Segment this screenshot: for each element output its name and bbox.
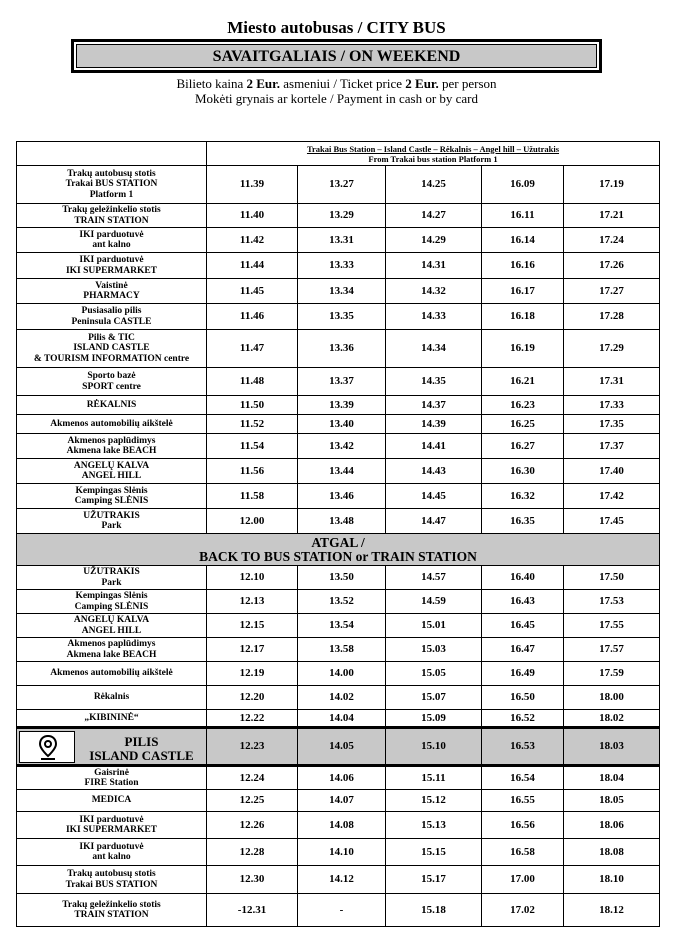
stop-name-line: TRAIN STATION bbox=[74, 910, 149, 920]
departure-time: 18.04 bbox=[564, 766, 660, 790]
price-prefix: Bilieto kaina bbox=[176, 76, 247, 91]
departure-time: 17.45 bbox=[564, 509, 660, 534]
departure-time: 16.55 bbox=[482, 790, 564, 812]
price-amount-en: 2 Eur. bbox=[405, 76, 439, 91]
stop-name-line: Akmenos paplūdimys bbox=[67, 639, 156, 649]
departure-time: 12.17 bbox=[207, 638, 298, 662]
departure-time: 14.57 bbox=[386, 566, 482, 590]
timetable-row bbox=[17, 790, 660, 812]
departure-time: 16.30 bbox=[482, 459, 564, 484]
departure-time: 11.42 bbox=[207, 228, 298, 253]
departure-time: 18.08 bbox=[564, 839, 660, 866]
stop-cell bbox=[17, 434, 207, 459]
departure-time: 15.01 bbox=[386, 614, 482, 638]
departure-time: 15.15 bbox=[386, 839, 482, 866]
departure-time: 14.07 bbox=[298, 790, 386, 812]
stop-name-line: Akmena lake BEACH bbox=[66, 446, 157, 456]
departure-time: 14.47 bbox=[386, 509, 482, 534]
header-row bbox=[17, 142, 660, 166]
departure-time: 16.35 bbox=[482, 509, 564, 534]
stop-cell bbox=[17, 686, 207, 710]
departure-time: 14.05 bbox=[298, 728, 386, 766]
departure-time: 11.46 bbox=[207, 304, 298, 330]
departure-time: 12.28 bbox=[207, 839, 298, 866]
stop-name-line: & TOURISM INFORMATION centre bbox=[33, 353, 190, 364]
timetable-row bbox=[17, 415, 660, 434]
departure-time: 14.41 bbox=[386, 434, 482, 459]
departure-time: 15.13 bbox=[386, 812, 482, 839]
payment-line: Mokėti grynais ar kortele / Payment in cash or by card bbox=[194, 91, 479, 106]
departure-time: 13.31 bbox=[298, 228, 386, 253]
stop-name-line: IKI parduotuvė bbox=[79, 255, 144, 265]
departure-time: 15.12 bbox=[386, 790, 482, 812]
departure-time: 11.48 bbox=[207, 368, 298, 396]
departure-time: 13.48 bbox=[298, 509, 386, 534]
stop-name-line: ant kalno bbox=[92, 240, 131, 250]
stop-name-line: Park bbox=[101, 521, 122, 531]
stop-name-line: Trakų geležinkelio stotis bbox=[62, 899, 161, 910]
departure-time: 17.19 bbox=[564, 166, 660, 204]
weekend-banner bbox=[71, 39, 602, 73]
stop-name-line: Akmena lake BEACH bbox=[66, 649, 157, 660]
departure-time: 14.27 bbox=[386, 204, 482, 228]
departure-time: 16.17 bbox=[482, 279, 564, 304]
stop-cell bbox=[17, 566, 207, 590]
stop-cell bbox=[17, 638, 207, 662]
timetable-row bbox=[17, 166, 660, 204]
stop-cell bbox=[17, 509, 207, 534]
departure-time: 14.02 bbox=[298, 686, 386, 710]
stop-cell bbox=[17, 396, 207, 415]
route-origin: From Trakai bus station Platform 1 bbox=[368, 153, 498, 164]
timetable-row bbox=[17, 614, 660, 638]
departure-time: 14.29 bbox=[386, 228, 482, 253]
stop-name-line: Kempingas Slėnis bbox=[75, 485, 148, 496]
departure-time: 13.46 bbox=[298, 484, 386, 509]
return-section-header bbox=[17, 534, 660, 566]
departure-time: 16.23 bbox=[482, 396, 564, 415]
stop-name-line: „KIBININĖ“ bbox=[84, 712, 139, 723]
stop-cell bbox=[17, 710, 207, 728]
departure-time: 17.42 bbox=[564, 484, 660, 509]
stop-name-line: Akmenos automobilių aikštelė bbox=[50, 668, 173, 679]
departure-time: 13.34 bbox=[298, 279, 386, 304]
timetable-row bbox=[17, 686, 660, 710]
departure-time: 13.36 bbox=[298, 330, 386, 368]
stop-name-line: FIRE Station bbox=[84, 778, 139, 788]
stop-cell bbox=[17, 894, 207, 927]
departure-time: 14.35 bbox=[386, 368, 482, 396]
departure-time: 12.24 bbox=[207, 766, 298, 790]
departure-time: 14.34 bbox=[386, 330, 482, 368]
departure-time: 17.31 bbox=[564, 368, 660, 396]
departure-time: 16.11 bbox=[482, 204, 564, 228]
departure-time: 14.43 bbox=[386, 459, 482, 484]
departure-time: 14.06 bbox=[298, 766, 386, 790]
departure-time: 18.06 bbox=[564, 812, 660, 839]
departure-time: 16.14 bbox=[482, 228, 564, 253]
timetable-row bbox=[17, 253, 660, 279]
stop-name-line: ISLAND CASTLE bbox=[73, 343, 150, 354]
departure-time: 14.39 bbox=[386, 415, 482, 434]
stop-cell bbox=[17, 304, 207, 330]
departure-time: 15.10 bbox=[386, 728, 482, 766]
departure-time: 14.00 bbox=[298, 662, 386, 686]
departure-time: 11.40 bbox=[207, 204, 298, 228]
stop-cell bbox=[17, 866, 207, 894]
route-title: Trakai Bus Station – Island Castle – Rėkalnis – Angel hill – Užutrakis bbox=[306, 143, 560, 154]
map-pin-icon bbox=[38, 735, 58, 761]
castle-row bbox=[17, 728, 660, 766]
castle-stop-cell bbox=[17, 728, 207, 766]
departure-time: 16.16 bbox=[482, 253, 564, 279]
stop-cell bbox=[17, 279, 207, 304]
departure-time: 12.15 bbox=[207, 614, 298, 638]
timetable-row bbox=[17, 566, 660, 590]
departure-time: 16.18 bbox=[482, 304, 564, 330]
timetable-row bbox=[17, 484, 660, 509]
stop-name-line: ISLAND CASTLE bbox=[89, 748, 194, 763]
departure-time: 11.56 bbox=[207, 459, 298, 484]
departure-time: 17.35 bbox=[564, 415, 660, 434]
timetable-row bbox=[17, 330, 660, 368]
stop-name-line: ANGEL HILL bbox=[81, 471, 142, 481]
stop-name-line: Trakų autobusų stotis bbox=[67, 869, 156, 879]
stop-name-line: ANGEL HILL bbox=[81, 625, 142, 636]
timetable-row bbox=[17, 509, 660, 534]
stop-name-line: Rėkalnis bbox=[93, 692, 130, 703]
departure-time: 12.20 bbox=[207, 686, 298, 710]
departure-time: 17.53 bbox=[564, 590, 660, 614]
departure-time: 13.44 bbox=[298, 459, 386, 484]
departure-time: 18.12 bbox=[564, 894, 660, 927]
stop-name-line: Trakų geležinkelio stotis bbox=[62, 205, 161, 215]
departure-time: 18.02 bbox=[564, 710, 660, 728]
departure-time: 14.10 bbox=[298, 839, 386, 866]
stop-name-line: Pusiasalio pilis bbox=[81, 306, 142, 316]
timetable-row bbox=[17, 839, 660, 866]
departure-time: 13.37 bbox=[298, 368, 386, 396]
departure-time: 12.13 bbox=[207, 590, 298, 614]
stop-name-line: Camping SLĖNIS bbox=[74, 601, 149, 612]
departure-time: 16.52 bbox=[482, 710, 564, 728]
timetable-row bbox=[17, 396, 660, 415]
pin-box bbox=[19, 731, 75, 763]
departure-time: 14.25 bbox=[386, 166, 482, 204]
departure-time: 16.27 bbox=[482, 434, 564, 459]
departure-time: 18.00 bbox=[564, 686, 660, 710]
departure-time: 16.53 bbox=[482, 728, 564, 766]
departure-time: 18.03 bbox=[564, 728, 660, 766]
stop-name-line: ATGAL / bbox=[311, 534, 365, 550]
price-amount: 2 Eur. bbox=[246, 76, 280, 91]
stop-name-line: IKI SUPERMARKET bbox=[65, 265, 158, 276]
departure-time: 16.25 bbox=[482, 415, 564, 434]
stop-name-line: IKI parduotuvė bbox=[79, 229, 144, 240]
stop-name-line: Camping SLĖNIS bbox=[74, 496, 149, 506]
departure-time: 14.59 bbox=[386, 590, 482, 614]
stop-cell bbox=[17, 459, 207, 484]
departure-time: 16.40 bbox=[482, 566, 564, 590]
timetable-row bbox=[17, 894, 660, 927]
departure-time: 11.58 bbox=[207, 484, 298, 509]
price-suffix: per person bbox=[438, 76, 497, 91]
departure-time: 14.08 bbox=[298, 812, 386, 839]
stop-name-line: Sporto bazė bbox=[87, 371, 136, 381]
departure-time: 13.27 bbox=[298, 166, 386, 204]
departure-time: 13.39 bbox=[298, 396, 386, 415]
departure-time: 14.04 bbox=[298, 710, 386, 728]
timetable-row bbox=[17, 590, 660, 614]
timetable-row bbox=[17, 459, 660, 484]
departure-time: 18.10 bbox=[564, 866, 660, 894]
departure-time: 13.35 bbox=[298, 304, 386, 330]
departure-time: 12.23 bbox=[207, 728, 298, 766]
departure-time: 16.56 bbox=[482, 812, 564, 839]
departure-time: 16.47 bbox=[482, 638, 564, 662]
stop-name-line: Akmenos paplūdimys bbox=[67, 435, 156, 446]
stop-cell bbox=[17, 166, 207, 204]
departure-time: 17.26 bbox=[564, 253, 660, 279]
stop-name-line: Platform 1 bbox=[89, 189, 134, 200]
timetable-row bbox=[17, 812, 660, 839]
departure-time: 12.00 bbox=[207, 509, 298, 534]
timetable-row bbox=[17, 279, 660, 304]
header-empty-cell bbox=[17, 142, 207, 166]
departure-time: 13.29 bbox=[298, 204, 386, 228]
departure-time: 18.05 bbox=[564, 790, 660, 812]
departure-time: 12.30 bbox=[207, 866, 298, 894]
departure-time: 16.45 bbox=[482, 614, 564, 638]
departure-time: 15.05 bbox=[386, 662, 482, 686]
departure-time: 15.17 bbox=[386, 866, 482, 894]
stop-name-line: BACK TO BUS STATION or TRAIN STATION bbox=[199, 548, 477, 564]
stop-cell bbox=[17, 228, 207, 253]
departure-time: 16.49 bbox=[482, 662, 564, 686]
stop-cell bbox=[17, 204, 207, 228]
stop-name-line: ANGELŲ KALVA bbox=[73, 460, 150, 471]
stop-name-line: Kempingas Slėnis bbox=[75, 591, 148, 601]
departure-time: 12.19 bbox=[207, 662, 298, 686]
departure-time: 11.52 bbox=[207, 415, 298, 434]
timetable-row bbox=[17, 228, 660, 253]
stop-name-line: Gaisrinė bbox=[94, 767, 129, 778]
stop-name-line: Pilis & TIC bbox=[88, 332, 135, 343]
departure-time: -12.31 bbox=[207, 894, 298, 927]
departure-time: 12.25 bbox=[207, 790, 298, 812]
stop-cell bbox=[17, 766, 207, 790]
departure-time: 15.11 bbox=[386, 766, 482, 790]
departure-time: 11.47 bbox=[207, 330, 298, 368]
weekend-banner-label: SAVAITGALIAIS / ON WEEKEND bbox=[76, 44, 597, 68]
departure-time: 13.52 bbox=[298, 590, 386, 614]
departure-time: 17.21 bbox=[564, 204, 660, 228]
departure-time: 17.27 bbox=[564, 279, 660, 304]
route-header bbox=[207, 142, 660, 166]
departure-time: 16.21 bbox=[482, 368, 564, 396]
stop-cell bbox=[17, 484, 207, 509]
return-section-row bbox=[17, 534, 660, 566]
departure-time: 12.22 bbox=[207, 710, 298, 728]
departure-time: 11.44 bbox=[207, 253, 298, 279]
stop-name-line: UŽUTRAKIS bbox=[83, 567, 140, 577]
stop-name-line: Trakų autobusų stotis bbox=[67, 168, 156, 179]
departure-time: 14.32 bbox=[386, 279, 482, 304]
departure-time: 13.42 bbox=[298, 434, 386, 459]
stop-cell bbox=[17, 368, 207, 396]
stop-name-line: PHARMACY bbox=[83, 291, 140, 301]
timetable-row bbox=[17, 766, 660, 790]
departure-time: 17.59 bbox=[564, 662, 660, 686]
departure-time: 14.37 bbox=[386, 396, 482, 415]
departure-time: 11.54 bbox=[207, 434, 298, 459]
timetable-row bbox=[17, 304, 660, 330]
departure-time: 16.19 bbox=[482, 330, 564, 368]
stop-cell bbox=[17, 590, 207, 614]
stop-cell bbox=[17, 614, 207, 638]
departure-time: 17.50 bbox=[564, 566, 660, 590]
departure-time: 16.32 bbox=[482, 484, 564, 509]
departure-time: 12.26 bbox=[207, 812, 298, 839]
stop-cell bbox=[17, 790, 207, 812]
timetable-row bbox=[17, 866, 660, 894]
departure-time: 15.03 bbox=[386, 638, 482, 662]
stop-cell bbox=[17, 812, 207, 839]
stop-name-line: Trakai BUS STATION bbox=[65, 179, 158, 190]
stop-name-line: UŽUTRAKIS bbox=[83, 510, 140, 521]
departure-time: 12.10 bbox=[207, 566, 298, 590]
timetable-row bbox=[17, 204, 660, 228]
timetable bbox=[16, 141, 660, 927]
departure-time: 11.39 bbox=[207, 166, 298, 204]
stop-cell bbox=[17, 839, 207, 866]
timetable-row bbox=[17, 638, 660, 662]
departure-time: 15.07 bbox=[386, 686, 482, 710]
departure-time: 14.31 bbox=[386, 253, 482, 279]
departure-time: 15.09 bbox=[386, 710, 482, 728]
departure-time: 16.58 bbox=[482, 839, 564, 866]
departure-time: 13.54 bbox=[298, 614, 386, 638]
stop-name-line: Trakai BUS STATION bbox=[65, 879, 158, 890]
stop-cell bbox=[17, 415, 207, 434]
departure-time: 17.28 bbox=[564, 304, 660, 330]
departure-time: 15.18 bbox=[386, 894, 482, 927]
stop-name-line: Park bbox=[101, 577, 122, 588]
departure-time: 13.58 bbox=[298, 638, 386, 662]
timetable-row bbox=[17, 368, 660, 396]
timetable-row bbox=[17, 434, 660, 459]
departure-time: 13.33 bbox=[298, 253, 386, 279]
ticket-price-line bbox=[0, 76, 673, 91]
departure-time: 17.37 bbox=[564, 434, 660, 459]
departure-time: 11.45 bbox=[207, 279, 298, 304]
stop-name-line: SPORT centre bbox=[82, 381, 141, 392]
timetable-row bbox=[17, 710, 660, 728]
departure-time: 17.00 bbox=[482, 866, 564, 894]
stop-cell bbox=[17, 662, 207, 686]
departure-time: 13.50 bbox=[298, 566, 386, 590]
stop-name-line: ant kalno bbox=[92, 852, 131, 862]
departure-time: - bbox=[298, 894, 386, 927]
departure-time: 11.50 bbox=[207, 396, 298, 415]
stop-name-line: Vaistinė bbox=[95, 280, 128, 291]
stop-name-line: RĖKALNIS bbox=[86, 399, 137, 410]
stop-name-line: TRAIN STATION bbox=[74, 215, 149, 226]
price-middle: asmeniui / Ticket price bbox=[279, 76, 406, 91]
departure-time: 17.40 bbox=[564, 459, 660, 484]
departure-time: 17.02 bbox=[482, 894, 564, 927]
stop-cell bbox=[17, 253, 207, 279]
departure-time: 14.12 bbox=[298, 866, 386, 894]
departure-time: 16.43 bbox=[482, 590, 564, 614]
departure-time: 17.24 bbox=[564, 228, 660, 253]
stop-cell bbox=[17, 330, 207, 368]
departure-time: 14.33 bbox=[386, 304, 482, 330]
departure-time: 16.54 bbox=[482, 766, 564, 790]
departure-time: 17.29 bbox=[564, 330, 660, 368]
departure-time: 16.50 bbox=[482, 686, 564, 710]
departure-time: 13.40 bbox=[298, 415, 386, 434]
stop-name-line: Peninsula CASTLE bbox=[71, 316, 152, 327]
stop-name-line: ANGELŲ KALVA bbox=[73, 615, 150, 625]
departure-time: 17.33 bbox=[564, 396, 660, 415]
departure-time: 16.09 bbox=[482, 166, 564, 204]
departure-time: 17.55 bbox=[564, 614, 660, 638]
stop-name-line: IKI SUPERMARKET bbox=[65, 825, 158, 835]
stop-name-line: IKI parduotuvė bbox=[79, 814, 144, 825]
page-title: Miesto autobusas / CITY BUS bbox=[227, 18, 446, 37]
departure-time: 17.57 bbox=[564, 638, 660, 662]
stop-name-line: PILIS bbox=[124, 734, 159, 749]
stop-name-line: Akmenos automobilių aikštelė bbox=[50, 418, 173, 429]
stop-name-line: MEDICA bbox=[91, 795, 132, 806]
stop-name-line: IKI parduotuvė bbox=[79, 841, 144, 852]
timetable-row bbox=[17, 662, 660, 686]
castle-stop-name bbox=[77, 735, 206, 763]
departure-time: 14.45 bbox=[386, 484, 482, 509]
